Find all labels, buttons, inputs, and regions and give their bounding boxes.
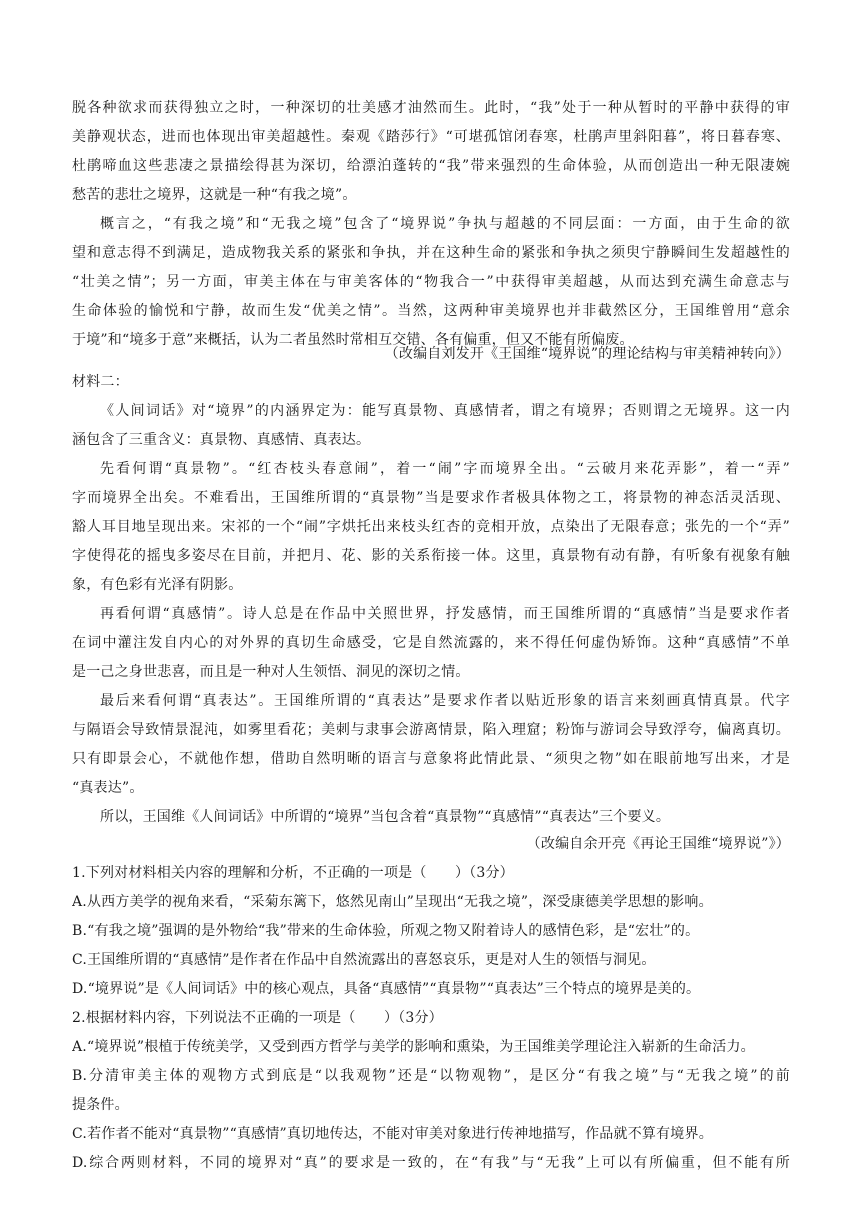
source-citation: （改编自余开亮《再论王国维“境界说”》） (526, 836, 790, 852)
text-line: 愁苦的悲壮之境界，这就是一种“有我之境”。 (72, 187, 357, 203)
text-line: 字使得花的摇曳多姿尽在目前，并把月、花、影的关系衔接一体。这里，真景物有动有静，有听象有视象有触 (72, 548, 790, 564)
question-1-option-c: C.王国维所谓的“真感情”是作者在作品中自然流露出的喜怒哀乐，更是对人生的领悟与洞见。 (72, 952, 656, 968)
text-line: 望和意志得不到满足，造成物我关系的紧张和争执，并在这种生命的紧张和争执之须臾宁静瞬间生发超越性的 (72, 245, 790, 261)
text-line: 脱各种欲求而获得独立之时，一种深切的壮美感才油然而生。此时，“我”处于一种从暂时的平静中获得的审 (72, 100, 790, 116)
text-line: 所以，王国维《人间词话》中所谓的“境界”当包含着“真景物”“真感情”“真表达”三个要义。 (100, 809, 671, 825)
text-line: “壮美之情”；另一方面，审美主体在与审美客体的“物我合一”中获得审美超越，从而达到充满生命意志与 (72, 274, 790, 290)
text-line: 再看何谓“真感情”。诗人总是在作品中关照世界，抒发感情，而王国维所谓的“真感情”当是要求作者 (100, 606, 790, 622)
question-2-option-b: B.分清审美主体的观物方式到底是“以我观物”还是“以物观物”，是区分“有我之境”与“无我之境”的前 (72, 1068, 790, 1084)
text-line: 象，有色彩有光泽有阴影。 (72, 577, 243, 593)
text-line: 概言之，“有我之境”和“无我之境”包含了“境界说”争执与超越的不同层面：一方面，由于生命的欲 (100, 216, 790, 232)
text-line: 是一己之身世悲喜，而且是一种对人生领悟、洞见的深切之情。 (72, 664, 470, 680)
question-2-option-c: C.若作者不能对“真景物”“真感情”真切地传达，不能对审美对象进行传神地描写，作品就不算有境界。 (72, 1126, 713, 1142)
question-1-option-a: A.从西方美学的视角来看，“采菊东篱下，悠然见南山”呈现出“无我之境”，深受康德美学思想的影响。 (72, 894, 713, 910)
text-line: 豁人耳目地呈现出来。宋祁的一个“闹”字烘托出来枝头红杏的竞相开放，点染出了无限春意；张先的一个“弄” (72, 519, 790, 535)
text-line: 美静观状态，进而也体现出审美超越性。秦观《踏莎行》“可堪孤馆闭春寒，杜鹃声里斜阳暮”，将日暮春寒、 (72, 129, 790, 145)
text-line: 只有即景会心，不就他作想，借助自然明晰的语言与意象将此情此景、“须臾之物”如在眼前地写出来，才是 (72, 751, 790, 767)
text-line: 涵包含了三重含义：真景物、真感情、真表达。 (72, 432, 371, 448)
text-line: 先看何谓“真景物”。“红杏枝头春意闹”，着一“闹”字而境界全出。“云破月来花弄影”，着一“弄” (100, 461, 790, 477)
text-line: 于境”和“境多于意”来概括，认为二者虽然时常相互交错、各有偏重，但又不能有所偏废。 (72, 332, 634, 348)
text-line: 生命体验的愉悦和宁静，故而生发“优美之情”。当然，这两种审美境界也并非截然区分，王国维曾用“意余 (72, 303, 790, 319)
text-line: 在词中灌注发自内心的对外界的真切生命感受，它是自然流露的，来不得任何虚伪矫饰。这种“真感情”不单 (72, 635, 790, 651)
question-2-option-a: A.“境界说”根植于传统美学，又受到西方哲学与美学的影响和熏染，为王国维美学理论注入崭新的生命活力。 (72, 1039, 755, 1055)
text-line: “真表达”。 (72, 780, 144, 796)
text-line: 字而境界全出矣。不难看出，王国维所谓的“真景物”当是要求作者极具体物之工，将景物的神态活灵活现、 (72, 490, 790, 506)
text-line: 最后来看何谓“真表达”。王国维所谓的“真表达”是要求作者以贴近形象的语言来刻画真情真景。代字 (100, 693, 790, 709)
question-1-option-d: D.“境界说”是《人间词话》中的核心观点，具备“真感情”“真景物”“真表达”三个特点的境界是美的。 (72, 981, 701, 997)
question-2-option-b-cont: 提条件。 (72, 1097, 129, 1113)
question-2-option-d: D.综合两则材料，不同的境界对“真”的要求是一致的，在“有我”与“无我”上可以有所偏重，但不能有所 (72, 1155, 790, 1171)
question-1-option-b: B.“有我之境”强调的是外物给“我”带来的生命体验，所观之物又附着诗人的感情色彩，是“宏壮”的。 (72, 923, 700, 939)
text-line: 与隔语会导致情景混沌，如雾里看花；美刺与隶事会游离情景，陷入理窟；粉饰与游词会导致浮夸，偏离真切。 (72, 722, 790, 738)
question-1: 1.下列对材料相关内容的理解和分析，不正确的一项是（ ）（3分） (72, 865, 514, 881)
text-line: 《人间词话》对“境界”的内涵界定为：能写真景物、真感情者，谓之有境界；否则谓之无境界。这一内 (100, 403, 790, 419)
source-citation: （改编自刘发开《王国维“境界说”的理论结构与审美精神转向》） (384, 346, 790, 362)
text-line: 杜鹃啼血这些悲凄之景描绘得甚为深切，给漂泊蓬转的“我”带来强烈的生命体验，从而创造出一种无限凄婉 (72, 158, 790, 174)
section-heading: 材料二： (72, 374, 129, 390)
question-2: 2.根据材料内容，下列说法不正确的一项是（ ）（3分） (72, 1010, 443, 1026)
